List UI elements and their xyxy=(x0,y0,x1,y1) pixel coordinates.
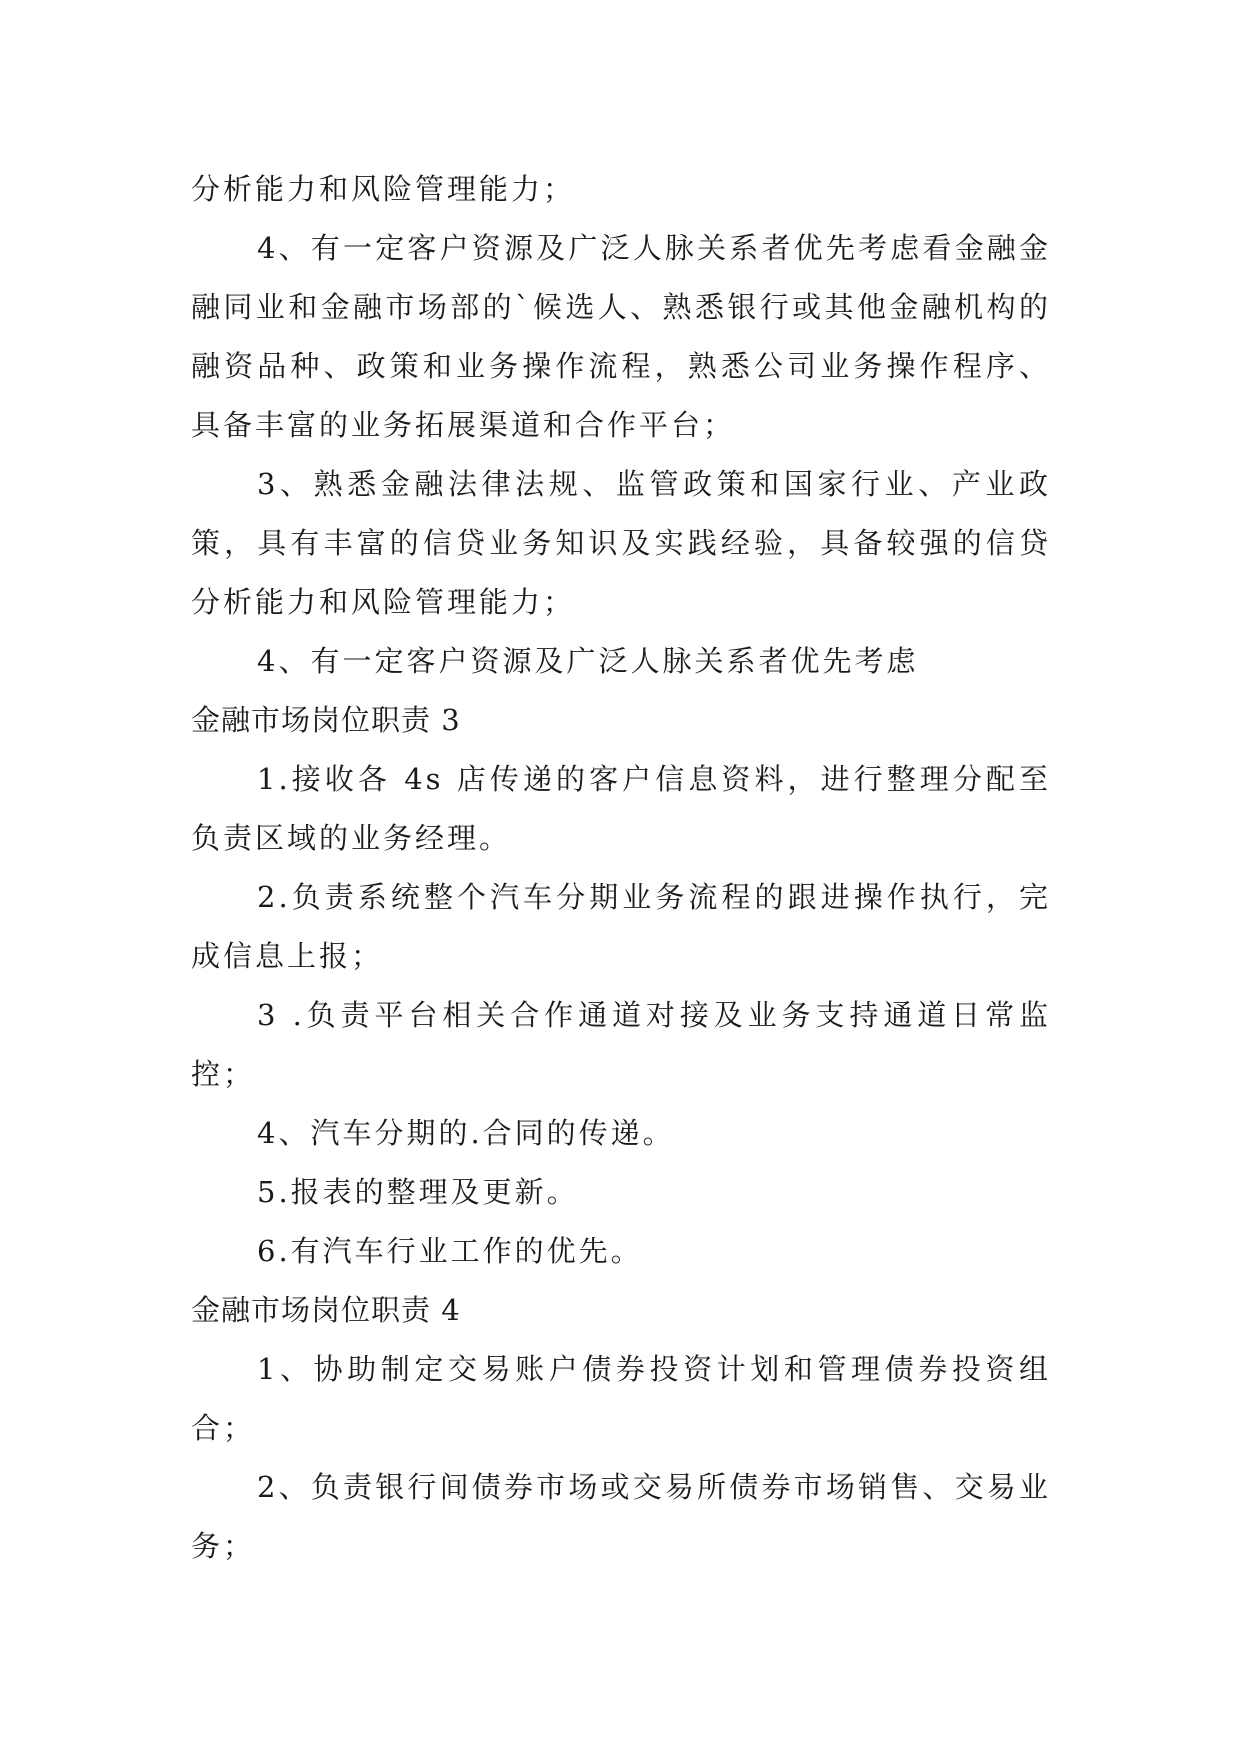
paragraph-item-4-priority: 4、有一定客户资源及广泛人脉关系者优先考虑看金融金融同业和金融市场部的`候选人、熟悉银行或其他金融机构的融资品种、政策和业务操作流程，熟悉公司业务操作程序、具备丰富的业务拓展渠道和合作平台； xyxy=(191,231,1051,442)
section-heading-3: 金融市场岗位职责 3 xyxy=(191,703,461,737)
paragraph-section4-item-1: 1、协助制定交易账户债券投资计划和管理债券投资组合； xyxy=(191,1352,1051,1445)
paragraph-duty-5: 5.报表的整理及更新。 xyxy=(257,1175,579,1209)
document-body xyxy=(191,160,1051,1576)
section-heading-4: 金融市场岗位职责 4 xyxy=(191,1293,461,1327)
paragraph-duty-6: 6.有汽车行业工作的优先。 xyxy=(257,1234,643,1268)
paragraph-duty-4: 4、汽车分期的.合同的传递。 xyxy=(257,1116,675,1150)
paragraph-item-4-resources: 4、有一定客户资源及广泛人脉关系者优先考虑 xyxy=(257,644,919,678)
paragraph-continuation: 分析能力和风险管理能力； xyxy=(191,172,576,206)
paragraph-duty-2: 2.负责系统整个汽车分期业务流程的跟进操作执行，完成信息上报； xyxy=(191,880,1051,973)
paragraph-duty-3: 3 .负责平台相关合作通道对接及业务支持通道日常监控； xyxy=(191,998,1051,1091)
paragraph-duty-1: 1.接收各 4s 店传递的客户信息资料，进行整理分配至负责区域的业务经理。 xyxy=(191,762,1051,855)
paragraph-item-3-regulations: 3、熟悉金融法律法规、监管政策和国家行业、产业政策，具有丰富的信贷业务知识及实践经验，具备较强的信贷分析能力和风险管理能力； xyxy=(191,467,1051,619)
paragraph-section4-item-2: 2、负责银行间债券市场或交易所债券市场销售、交易业务； xyxy=(191,1470,1051,1563)
